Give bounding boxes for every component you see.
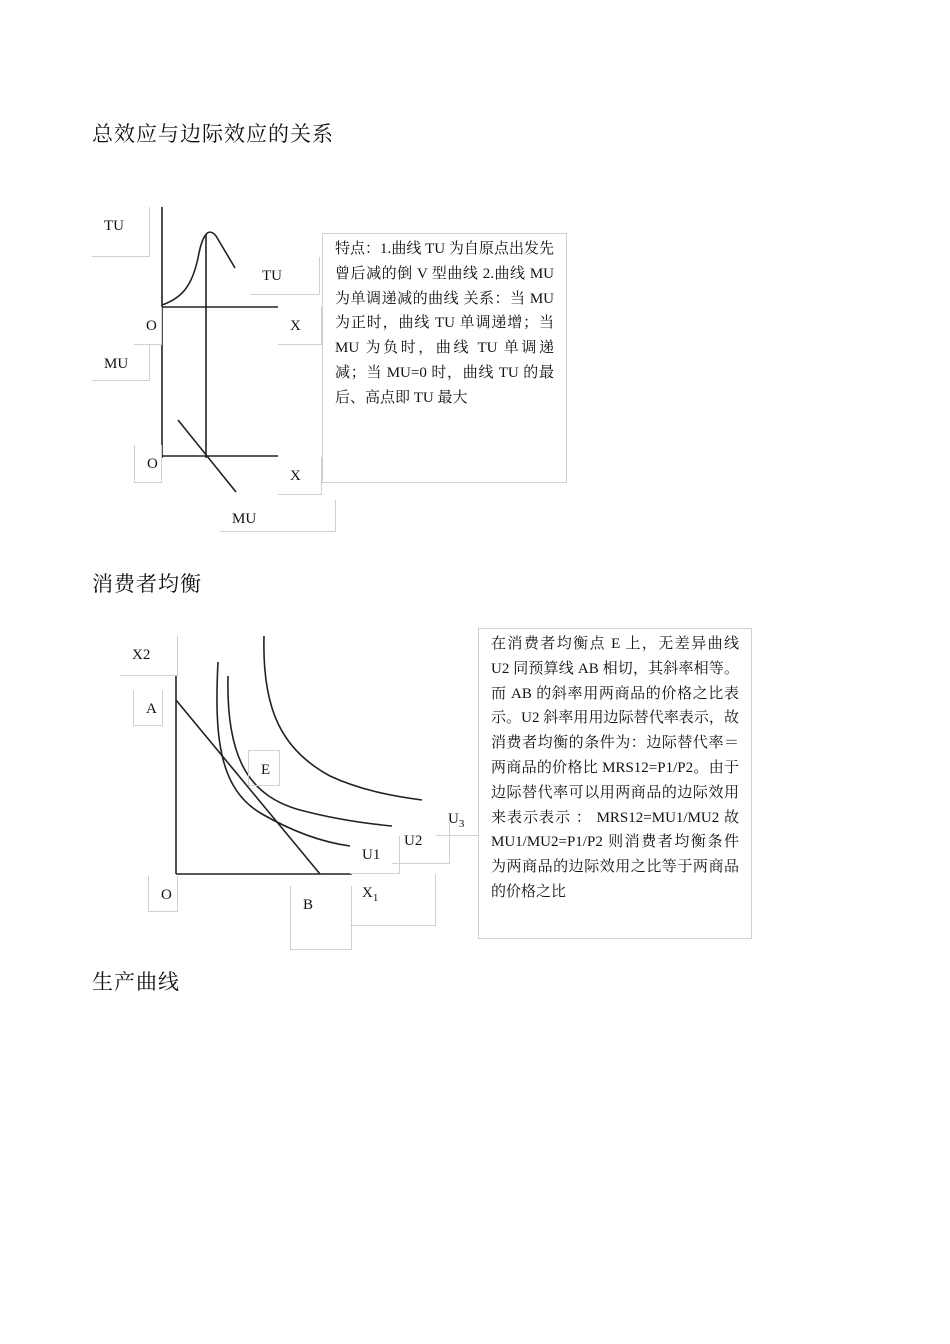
indifference-curve-u3 [264,636,422,800]
d1-origin-top-label: O [134,307,162,345]
d1-note: 特点：1.曲线 TU 为自原点出发先曾后减的倒 V 型曲线 2.曲线 MU 为单调递减的曲线 关系：当 MU 为正时，曲线 TU 单调递增；当 MU 为负时，曲线 TU 单调递减；当 MU=0 时，曲线 TU 的最后、高点即 TU 最大 [322,233,567,483]
heading-production-curve: 生产曲线 [92,970,180,994]
d2-x2-axis-label: X2 [120,636,178,676]
d1-tu-curve-label: TU [250,257,320,295]
d1-x-top-label: X [278,307,322,345]
u3-label: $U_3$ [436,800,480,836]
d2-x1-axis-label: $X_1$ [350,874,436,926]
point-e-label: E [248,750,280,786]
u2-label: U2 [392,822,450,864]
point-a-label: A [133,690,163,726]
budget-line-ab [176,700,320,874]
d2-origin-label: O [148,876,178,912]
u1-label: U1 [350,836,400,874]
point-b-label: B [290,886,352,950]
d1-mu-axis-label: MU [92,345,150,381]
heading-tu-mu: 总效应与边际效应的关系 [92,122,334,146]
d1-origin-bottom-label: O [134,445,162,483]
d1-tu-axis-label: TU [92,207,150,257]
d2-note: 在消费者均衡点 E 上，无差异曲线 U2 同预算线 AB 相切，其斜率相等。而 AB 的斜率用两商品的价格之比表示。U2 斜率用用边际替代率表示，故消费者均衡的条件为：边际替代率＝两商品的价格比 MRS12=P1/P2。由于边际替代率可以用两商品的边际效用来表示表示 ： MRS12=MU1/MU2 故 MU1/MU2=P1/P2 则消费者均衡条件为两商品的边际效用之比等于两商品的价格之比 [478,628,752,939]
d1-mu-curve-label: MU [220,500,336,532]
heading-consumer-equilibrium: 消费者均衡 [92,572,202,596]
d1-x-bottom-label: X [278,457,322,495]
